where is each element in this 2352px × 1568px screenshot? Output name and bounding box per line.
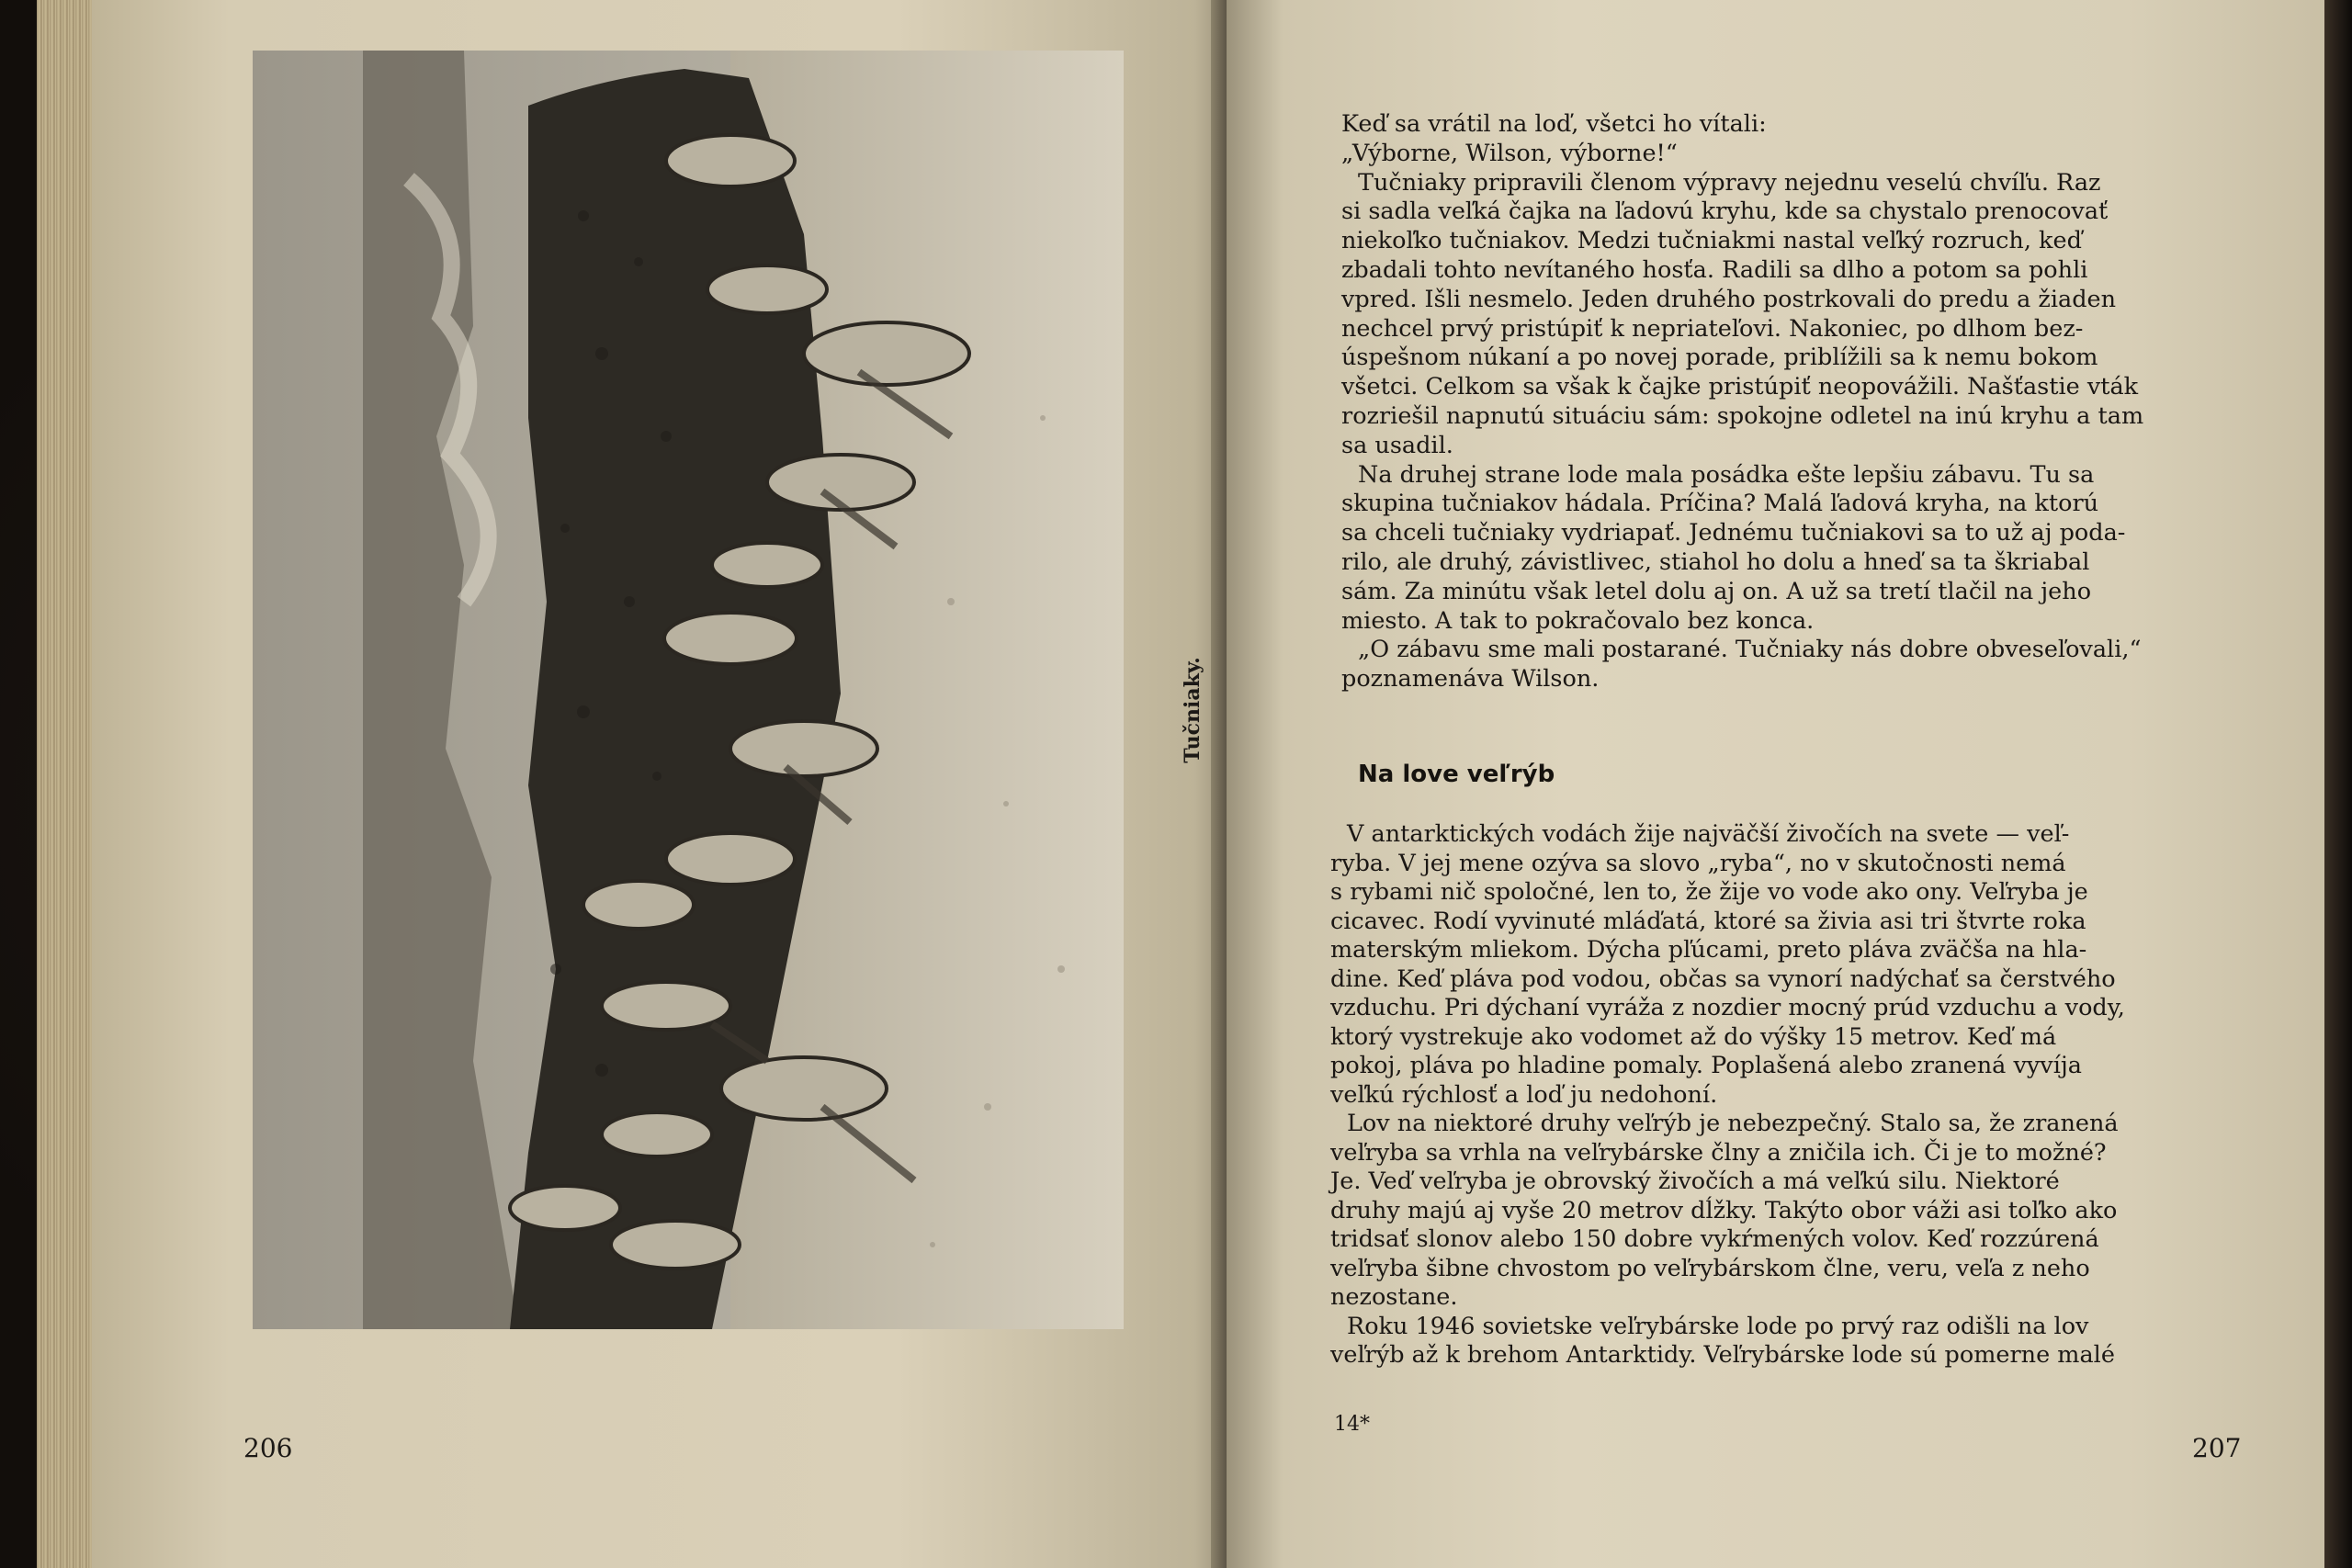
text-line: veľrýb až k brehom Antarktidy. Veľrybárske lode sú pomerne malé (1330, 1341, 2115, 1369)
text-line: s rybami nič spoločné, len to, že žije vo vode ako ony. Veľryba je (1330, 878, 2088, 906)
text-line: V antarktických vodách žije najväčší živočích na svete — veľ- (1347, 820, 2070, 848)
printer-signature-mark: 14* (1334, 1413, 1370, 1436)
text-line: Je. Veď veľryba je obrovský živočích a má veľkú silu. Niektoré (1330, 1168, 2060, 1195)
body-text-top (1341, 110, 2223, 694)
section-heading: Na love veľrýb (1358, 761, 1555, 788)
text-line: miesto. A tak to pokračovalo bez konca. (1341, 606, 1815, 635)
text-line: sa usadil. (1341, 431, 1453, 459)
text-line: nezostane. (1330, 1283, 1458, 1311)
penguin-photo (253, 51, 1124, 1329)
text-line: niekoľko tučniakov. Medzi tučniakmi nastal veľký rozruch, keď (1341, 227, 2082, 255)
text-line: rilo, ale druhý, závistlivec, stiahol ho dolu a hneď sa ta škriabal (1341, 547, 2090, 576)
text-line: tridsať slonov alebo 150 dobre vykŕmených volov. Keď rozzúrená (1330, 1225, 2099, 1253)
text-line: pokoj, pláva po hladine pomaly. Poplašená alebo zranená vyvíja (1330, 1052, 2082, 1079)
text-line: Keď sa vrátil na loď, všetci ho vítali: (1341, 110, 1767, 138)
text-line: zbadali tohto nevítaného hosťa. Radili sa dlho a potom sa pohli (1341, 255, 2088, 284)
page-number-left: 206 (243, 1433, 293, 1463)
text-line: Tučniaky pripravili členom výpravy nejednu veselú chvíľu. Raz (1358, 168, 2101, 197)
text-line: všetci. Celkom sa však k čajke pristúpiť neopovážili. Našťastie vták (1341, 373, 2139, 401)
photo-caption: Tučniaky. (1180, 657, 1204, 763)
text-line: Na druhej strane lode mala posádka ešte lepšiu zábavu. Tu sa (1358, 460, 2095, 489)
text-line: cicavec. Rodí vyvinuté mláďatá, ktoré sa živia asi tri štvrte roka (1330, 907, 2086, 935)
text-line: dine. Keď pláva pod vodou, občas sa vynorí nadýchať sa čerstvého (1330, 964, 2116, 993)
background-surface (2324, 0, 2352, 1568)
text-line: „O zábavu sme mali postarané. Tučniaky nás dobre obveseľovali,“ (1358, 636, 2142, 664)
text-line: rozriešil napnutú situáciu sám: spokojne odletel na inú kryhu a tam (1341, 401, 2144, 430)
text-line: Lov na niektoré druhy veľrýb je nebezpečný. Stalo sa, že zranená (1347, 1110, 2119, 1137)
text-line: materským mliekom. Dýcha pľúcami, preto pláva zväčša na hla- (1330, 936, 2087, 964)
text-line: veľryba sa vrhla na veľrybárske člny a zničila ich. Či je to možné? (1330, 1138, 2107, 1167)
penguin-photo-illustration (253, 51, 1124, 1329)
text-line: vzduchu. Pri dýchaní vyráža z nozdier mocný prúd vzduchu a vody, (1330, 994, 2125, 1021)
text-line: nechcel prvý pristúpiť k nepriateľovi. Nakoniec, po dlhom bez- (1341, 314, 2084, 343)
text-line: sa chceli tučniaky vydriapať. Jednému tučniakovi sa to už aj poda- (1341, 519, 2126, 547)
text-line: poznamenáva Wilson. (1341, 665, 1600, 694)
text-line: „Výborne, Wilson, výborne!“ (1341, 139, 1678, 167)
text-line: vpred. Išli nesmelo. Jeden druhého postrkovali do predu a žiaden (1341, 285, 2117, 313)
body-text-bottom (1330, 820, 2235, 1371)
text-line: veľkú rýchlosť a loď ju nedohoní. (1330, 1080, 1718, 1109)
text-line: Roku 1946 sovietske veľrybárske lode po prvý raz odišli na lov (1347, 1312, 2089, 1340)
text-line: druhy majú aj vyše 20 metrov dĺžky. Takýto obor váži asi toľko ako (1330, 1196, 2118, 1224)
text-line: sám. Za minútu však letel dolu aj on. A už sa tretí tlačil na jeho (1341, 577, 2092, 605)
page-number-right: 207 (2192, 1433, 2242, 1463)
text-line: veľryba šibne chvostom po veľrybárskom člne, veru, veľa z neho (1330, 1254, 2090, 1282)
text-line: ktorý vystrekuje ako vodomet až do výšky 15 metrov. Keď má (1330, 1022, 2057, 1051)
text-line: ryba. V jej mene ozýva sa slovo „ryba“, no v skutočnosti nemá (1330, 849, 2066, 877)
text-line: si sadla veľká čajka na ľadovú kryhu, kde sa chystalo prenocovať (1341, 197, 2109, 226)
text-line: skupina tučniakov hádala. Príčina? Malá ľadová kryha, na ktorú (1341, 490, 2099, 518)
text-line: úspešnom núkaní a po novej porade, priblížili sa k nemu bokom (1341, 344, 2098, 372)
